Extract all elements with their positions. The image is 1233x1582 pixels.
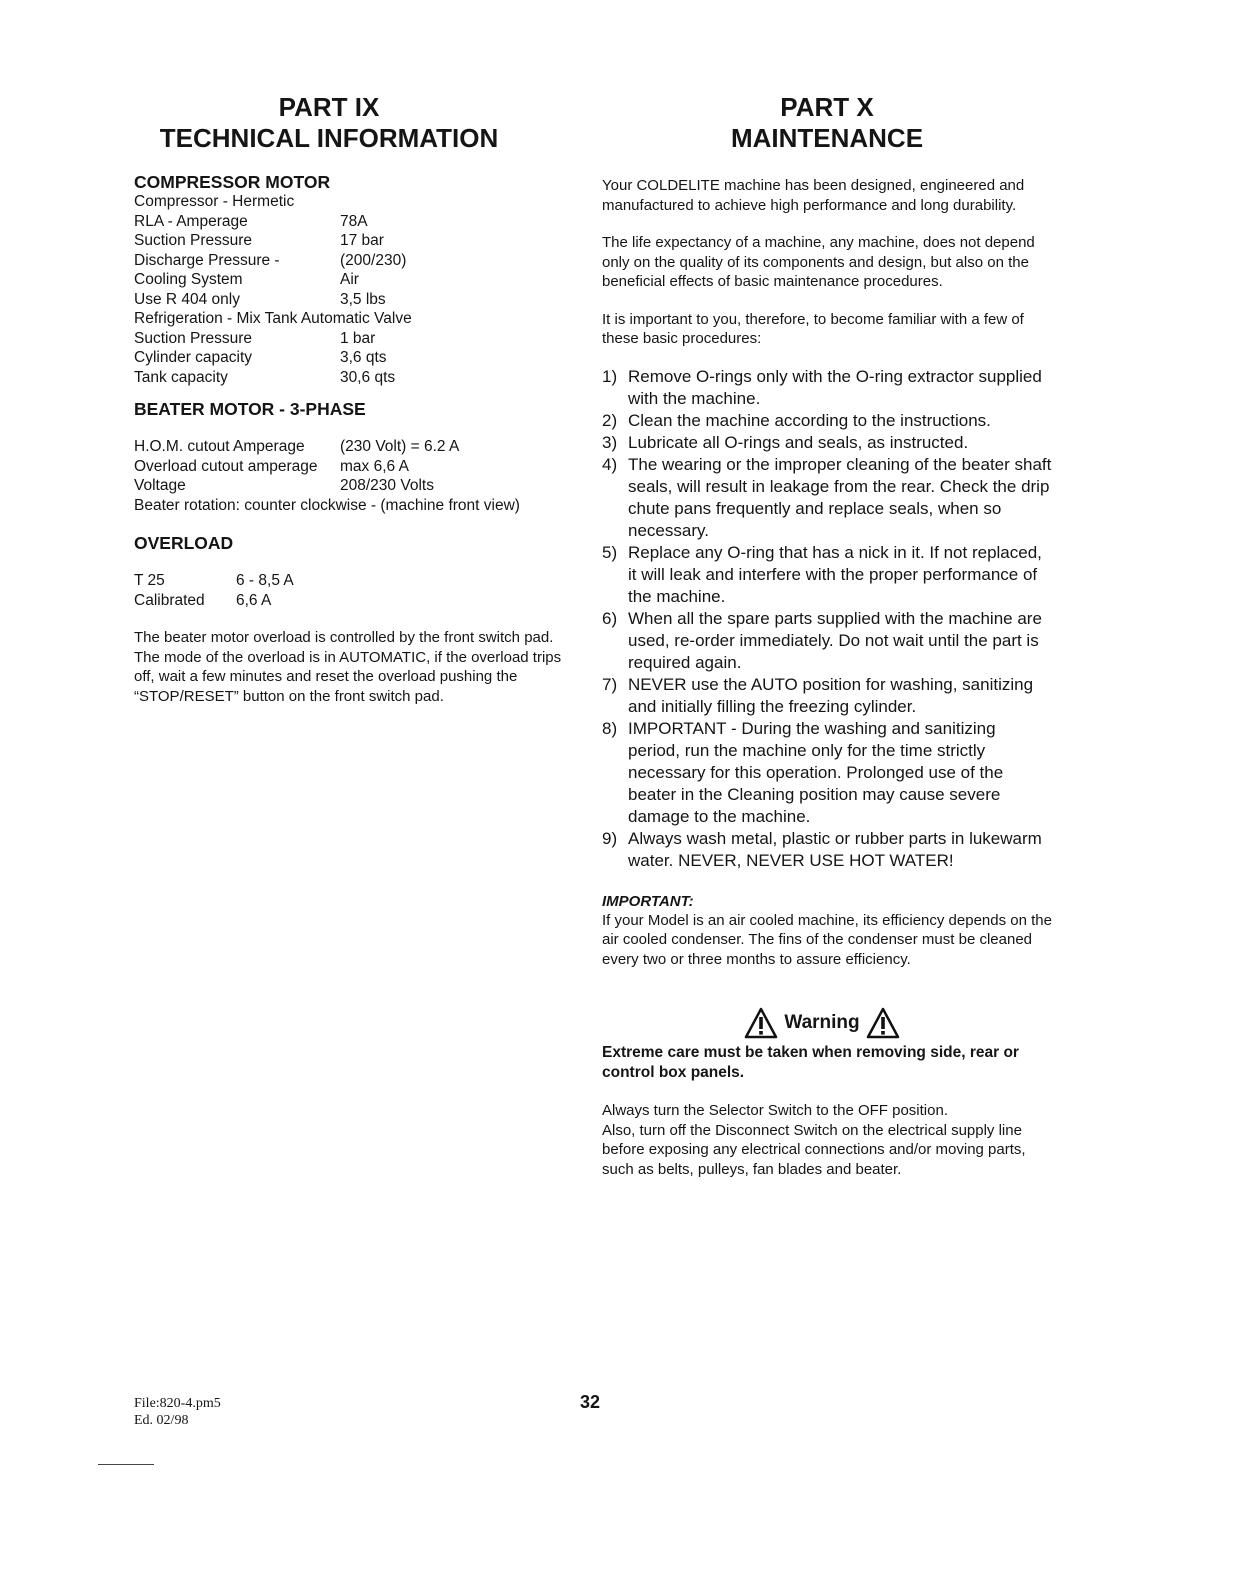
compressor-spec-table (134, 212, 564, 310)
procedure-text: IMPORTANT - During the washing and sanitizing period, run the machine only for the time strictly necessary for this operation. Prolonged use of the beater in the Cleaning position may cause severe damage to the machine. (628, 718, 1004, 826)
spec-label: Discharge Pressure - (134, 251, 280, 269)
procedure-item (602, 828, 1052, 872)
spec-label: Use R 404 only (134, 290, 240, 308)
procedure-number: 5) (602, 542, 618, 562)
warning-triangle-icon (866, 1007, 900, 1039)
edition: Ed. 02/98 (134, 1413, 189, 1428)
spec-row (134, 329, 564, 349)
intro-paragraph-3: It is important to you, therefore, to become familiar with a few of these basic procedures: (602, 310, 1024, 347)
procedure-text: The wearing or the improper cleaning of the beater shaft seals, will result in leakage from the rear. Check the drip chute pans frequently and replace seals, when so necessary. (628, 454, 1052, 540)
overload-title: OVERLOAD (134, 533, 234, 553)
maintenance-column (602, 92, 1052, 1179)
procedure-item (602, 454, 1052, 542)
part-number: PART X (780, 92, 874, 122)
spec-label: T 25 (134, 572, 165, 589)
spec-label: H.O.M. cutout Amperage (134, 438, 305, 455)
procedure-text: Always wash metal, plastic or rubber parts in lukewarm water. NEVER, NEVER USE HOT WATER! (628, 828, 1042, 870)
spec-value: 17 bar (340, 232, 384, 249)
part-ix-heading (124, 92, 534, 154)
spec-value: 6,6 A (236, 591, 272, 609)
important-label: IMPORTANT: (602, 892, 694, 910)
spec-label: Suction Pressure (134, 232, 253, 249)
spec-value: max 6,6 A (340, 457, 409, 475)
procedure-text: When all the spare parts supplied with the machine are used, re-order immediately. Do not wait until the part is required again. (628, 608, 1042, 672)
spec-value: 3,5 lbs (340, 290, 386, 308)
procedure-item (602, 674, 1052, 718)
procedure-number: 4) (602, 454, 618, 474)
maintenance-procedures-list (602, 366, 1052, 872)
procedure-item (602, 432, 1052, 454)
file-name: File:820-4.pm5 (134, 1396, 221, 1411)
spec-value: 208/230 Volts (340, 477, 434, 494)
footer-file-info (134, 1395, 221, 1429)
spec-label: Tank capacity (134, 368, 228, 386)
important-paragraph: If your Model is an air cooled machine, its efficiency depends on the air cooled condenser. The fins of the condenser must be cleaned every two or three months to assure efficiency. (602, 911, 1052, 968)
procedure-number: 8) (602, 718, 618, 738)
warning-paragraph-1: Always turn the Selector Switch to the OFF position. (602, 1102, 948, 1119)
spec-row (134, 212, 564, 232)
spec-row (134, 476, 564, 496)
procedure-number: 2) (602, 410, 618, 430)
procedure-number: 1) (602, 366, 618, 386)
procedure-text: NEVER use the AUTO position for washing, sanitizing and initially filling the freezing cylinder. (628, 674, 1034, 716)
procedure-number: 3) (602, 432, 618, 452)
procedure-item (602, 608, 1052, 674)
compressor-motor-title: COMPRESSOR MOTOR (134, 172, 331, 192)
refrigeration-spec-table (134, 329, 564, 388)
procedure-number: 7) (602, 674, 618, 694)
overload-paragraph-2: The mode of the overload is in AUTOMATIC, if the overload trips off, wait a few minutes and reset the overload pushing the “STOP/RESET” button on the front switch pad. (134, 648, 562, 705)
procedure-text: Lubricate all O-rings and seals, as instructed. (628, 432, 969, 452)
page-number: 32 (579, 1392, 601, 1412)
procedure-item (602, 718, 1052, 828)
beater-spec-table (134, 437, 564, 496)
spec-row (134, 251, 564, 271)
spec-row (134, 437, 564, 457)
spec-label: Suction Pressure (134, 329, 253, 347)
refrigeration-line: Refrigeration - Mix Tank Automatic Valve (134, 310, 412, 327)
procedure-text: Remove O-rings only with the O-ring extractor supplied with the machine. (628, 366, 1042, 408)
part-title: TECHNICAL INFORMATION (159, 123, 499, 153)
procedure-item (602, 366, 1052, 410)
spec-label: Cooling System (134, 271, 243, 288)
spec-value: (200/230) (340, 251, 407, 269)
spec-row (134, 457, 564, 477)
spec-label: Calibrated (134, 591, 205, 609)
spec-row (134, 231, 564, 251)
spec-value: 30,6 qts (340, 368, 396, 386)
procedure-item (602, 542, 1052, 608)
spec-row (134, 270, 564, 290)
spec-row (134, 591, 564, 611)
procedure-text: Replace any O-ring that has a nick in it. If not replaced, it will leak and interfere with the proper performance of the machine. (628, 542, 1042, 606)
spec-label: Voltage (134, 477, 186, 494)
spec-value: 6 - 8,5 A (236, 572, 294, 589)
overload-spec-table (134, 571, 564, 610)
footer-rule (98, 1464, 154, 1465)
spec-row (134, 290, 564, 310)
spec-value: 3,6 qts (340, 349, 387, 366)
spec-label: Cylinder capacity (134, 349, 253, 366)
part-title: MAINTENANCE (730, 123, 924, 153)
procedure-item (602, 410, 1052, 432)
spec-label: RLA - Amperage (134, 212, 248, 230)
overload-paragraph-1: The beater motor overload is controlled by the front switch pad. (134, 629, 554, 646)
procedure-text: Clean the machine according to the instructions. (628, 410, 991, 430)
warning-label: Warning (784, 1012, 860, 1033)
compressor-subtitle: Compressor - Hermetic (134, 193, 295, 210)
procedure-number: 6) (602, 608, 618, 628)
beater-motor-title: BEATER MOTOR - 3-PHASE (134, 399, 366, 419)
spec-value: 1 bar (340, 329, 376, 347)
part-x-heading (602, 92, 1052, 154)
spec-row (134, 368, 564, 388)
warning-heading (642, 1003, 1002, 1043)
spec-row (134, 348, 564, 368)
spec-value: (230 Volt) = 6.2 A (340, 438, 460, 455)
part-number: PART IX (278, 92, 380, 122)
intro-paragraph-2: The life expectancy of a machine, any machine, does not depend only on the quality of its components and design, but also on the beneficial effects of basic maintenance procedures. (602, 234, 1035, 290)
warning-triangle-icon (744, 1007, 778, 1039)
spec-row (134, 571, 564, 591)
beater-rotation: Beater rotation: counter clockwise - (machine front view) (134, 496, 520, 514)
procedure-number: 9) (602, 828, 618, 848)
technical-information-column (134, 92, 564, 706)
warning-statement: Extreme care must be taken when removing side, rear or control box panels. (602, 1044, 1019, 1081)
warning-paragraph-2: Also, turn off the Disconnect Switch on the electrical supply line before exposing any electrical connections and/or moving parts, such as belts, pulleys, fan blades and beater. (602, 1121, 1026, 1178)
spec-label: Overload cutout amperage (134, 457, 318, 475)
intro-paragraph-1: Your COLDELITE machine has been designed, engineered and manufactured to achieve high performance and long durability. (602, 177, 1025, 214)
spec-value: 78A (340, 212, 368, 230)
spec-value: Air (340, 271, 359, 288)
